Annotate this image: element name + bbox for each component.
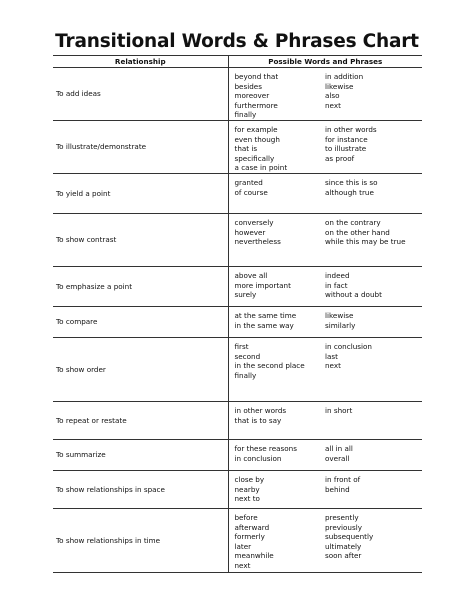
phrase-item: although true bbox=[325, 187, 374, 197]
phrase-item: at the same time bbox=[234, 311, 297, 320]
page-title: Transitional Words & Phrases Chart bbox=[55, 31, 419, 52]
phrases-cell-second bbox=[325, 338, 422, 402]
table-row bbox=[53, 68, 422, 121]
relationship-cell: To summarize bbox=[53, 440, 228, 471]
phrases-cell-second bbox=[325, 174, 422, 214]
phrase-item: previously bbox=[325, 522, 362, 532]
phrases-cell-first bbox=[228, 338, 325, 402]
phrases-cell-second bbox=[325, 68, 422, 121]
relationship-cell: To show order bbox=[53, 338, 228, 402]
phrase-item: soon after bbox=[325, 551, 362, 561]
phrase-item: last bbox=[325, 351, 338, 361]
phrase-item: in the same way bbox=[234, 320, 294, 330]
phrase-item: a case in point bbox=[234, 163, 288, 173]
phrase-item: next bbox=[234, 560, 251, 570]
relationship-cell: To show contrast bbox=[53, 214, 228, 267]
phrase-item: without a doubt bbox=[325, 290, 382, 300]
relationship-cell: To yield a point bbox=[53, 174, 228, 214]
phrase-item: nevertheless bbox=[234, 237, 281, 247]
phrase-item: in addition bbox=[325, 72, 364, 81]
phrase-item: presently bbox=[325, 513, 359, 522]
phrase-item: to illustrate bbox=[325, 144, 367, 154]
header-phrases: Possible Words and Phrases bbox=[228, 56, 422, 68]
relationship-cell: To show relationships in space bbox=[53, 471, 228, 509]
phrase-item: finally bbox=[234, 110, 257, 120]
phrase-item: later bbox=[234, 541, 252, 551]
phrase-item: likewise bbox=[325, 81, 354, 91]
table-row bbox=[53, 174, 422, 214]
phrase-item: indeed bbox=[325, 271, 350, 280]
phrases-cell-second bbox=[325, 121, 422, 174]
table-row bbox=[53, 440, 422, 471]
phrases-cell-second bbox=[325, 267, 422, 307]
relationship-cell: To emphasize a point bbox=[53, 267, 228, 307]
table-row bbox=[53, 471, 422, 509]
phrases-cell-second bbox=[325, 307, 422, 338]
phrase-item: formerly bbox=[234, 532, 265, 542]
phrases-cell-first bbox=[228, 121, 325, 174]
phrase-item: likewise bbox=[325, 311, 354, 320]
phrase-item: granted bbox=[234, 178, 263, 187]
phrase-item: beyond that bbox=[234, 72, 279, 81]
phrase-item: that is to say bbox=[234, 415, 282, 425]
phrase-item: next to bbox=[234, 494, 260, 504]
table-row bbox=[53, 402, 422, 440]
phrase-item: besides bbox=[234, 81, 262, 91]
transitions-table bbox=[53, 55, 422, 573]
phrase-item: moreover bbox=[234, 91, 270, 101]
phrase-item: ultimately bbox=[325, 541, 362, 551]
phrase-item: surely bbox=[234, 290, 257, 300]
phrase-item: while this may be true bbox=[325, 237, 406, 247]
table-row bbox=[53, 338, 422, 402]
phrase-item: conversely bbox=[234, 218, 274, 227]
phrase-item: in front of bbox=[325, 475, 361, 484]
phrase-item: specifically bbox=[234, 153, 275, 163]
phrase-item: even though bbox=[234, 134, 280, 144]
phrase-item: subsequently bbox=[325, 532, 374, 542]
phrase-item: for example bbox=[234, 125, 278, 134]
relationship-cell: To repeat or restate bbox=[53, 402, 228, 440]
phrase-item: of course bbox=[234, 187, 268, 197]
table-body bbox=[53, 68, 422, 573]
phrase-item: more important bbox=[234, 280, 291, 290]
phrases-cell-first bbox=[228, 174, 325, 214]
phrases-cell-first bbox=[228, 214, 325, 267]
table-row bbox=[53, 214, 422, 267]
table-header-row bbox=[53, 56, 422, 68]
phrases-cell-first bbox=[228, 68, 325, 121]
phrases-cell-first bbox=[228, 471, 325, 509]
phrase-item: in the second place bbox=[234, 361, 305, 371]
phrase-item: all in all bbox=[325, 444, 353, 453]
phrase-item: similarly bbox=[325, 320, 356, 330]
phrase-item: on the contrary bbox=[325, 218, 381, 227]
phrase-item: next bbox=[325, 100, 341, 110]
phrase-item: however bbox=[234, 227, 266, 237]
phrase-item: first bbox=[234, 342, 249, 351]
phrases-cell-second bbox=[325, 214, 422, 267]
phrase-item: in fact bbox=[325, 280, 348, 290]
phrase-item: next bbox=[325, 361, 341, 371]
phrase-item: as proof bbox=[325, 153, 355, 163]
phrase-item: behind bbox=[325, 484, 350, 494]
phrase-item: since this is so bbox=[325, 178, 378, 187]
phrases-cell-first bbox=[228, 402, 325, 440]
phrases-cell-second bbox=[325, 402, 422, 440]
phrase-item: in other words bbox=[234, 406, 287, 415]
table-row bbox=[53, 267, 422, 307]
phrases-cell-second bbox=[325, 440, 422, 471]
phrases-cell-second bbox=[325, 509, 422, 573]
phrase-item: for instance bbox=[325, 134, 368, 144]
header-relationship: Relationship bbox=[53, 56, 228, 68]
phrase-item: furthermore bbox=[234, 100, 278, 110]
phrase-item: overall bbox=[325, 453, 350, 463]
phrase-item: second bbox=[234, 351, 261, 361]
phrase-item: in other words bbox=[325, 125, 377, 134]
phrase-item: finally bbox=[234, 370, 257, 380]
phrase-item: in conclusion bbox=[234, 453, 282, 463]
phrase-item: that is bbox=[234, 144, 258, 154]
relationship-cell: To compare bbox=[53, 307, 228, 338]
phrase-item: in short bbox=[325, 406, 353, 415]
phrases-cell-second bbox=[325, 471, 422, 509]
phrases-cell-first bbox=[228, 267, 325, 307]
phrase-item: afterward bbox=[234, 522, 270, 532]
phrase-item: for these reasons bbox=[234, 444, 297, 453]
table-row bbox=[53, 307, 422, 338]
phrase-item: in conclusion bbox=[325, 342, 372, 351]
table-row bbox=[53, 121, 422, 174]
phrase-item: also bbox=[325, 91, 340, 101]
phrase-item: above all bbox=[234, 271, 268, 280]
phrase-item: meanwhile bbox=[234, 551, 274, 561]
phrase-item: before bbox=[234, 513, 258, 522]
phrases-cell-first bbox=[228, 440, 325, 471]
phrases-cell-first bbox=[228, 509, 325, 573]
phrase-item: close by bbox=[234, 475, 265, 484]
relationship-cell: To show relationships in time bbox=[53, 509, 228, 573]
relationship-cell: To illustrate/demonstrate bbox=[53, 121, 228, 174]
phrases-cell-first bbox=[228, 307, 325, 338]
phrase-item: nearby bbox=[234, 484, 260, 494]
phrase-item: on the other hand bbox=[325, 227, 390, 237]
table-row bbox=[53, 509, 422, 573]
relationship-cell: To add ideas bbox=[53, 68, 228, 121]
